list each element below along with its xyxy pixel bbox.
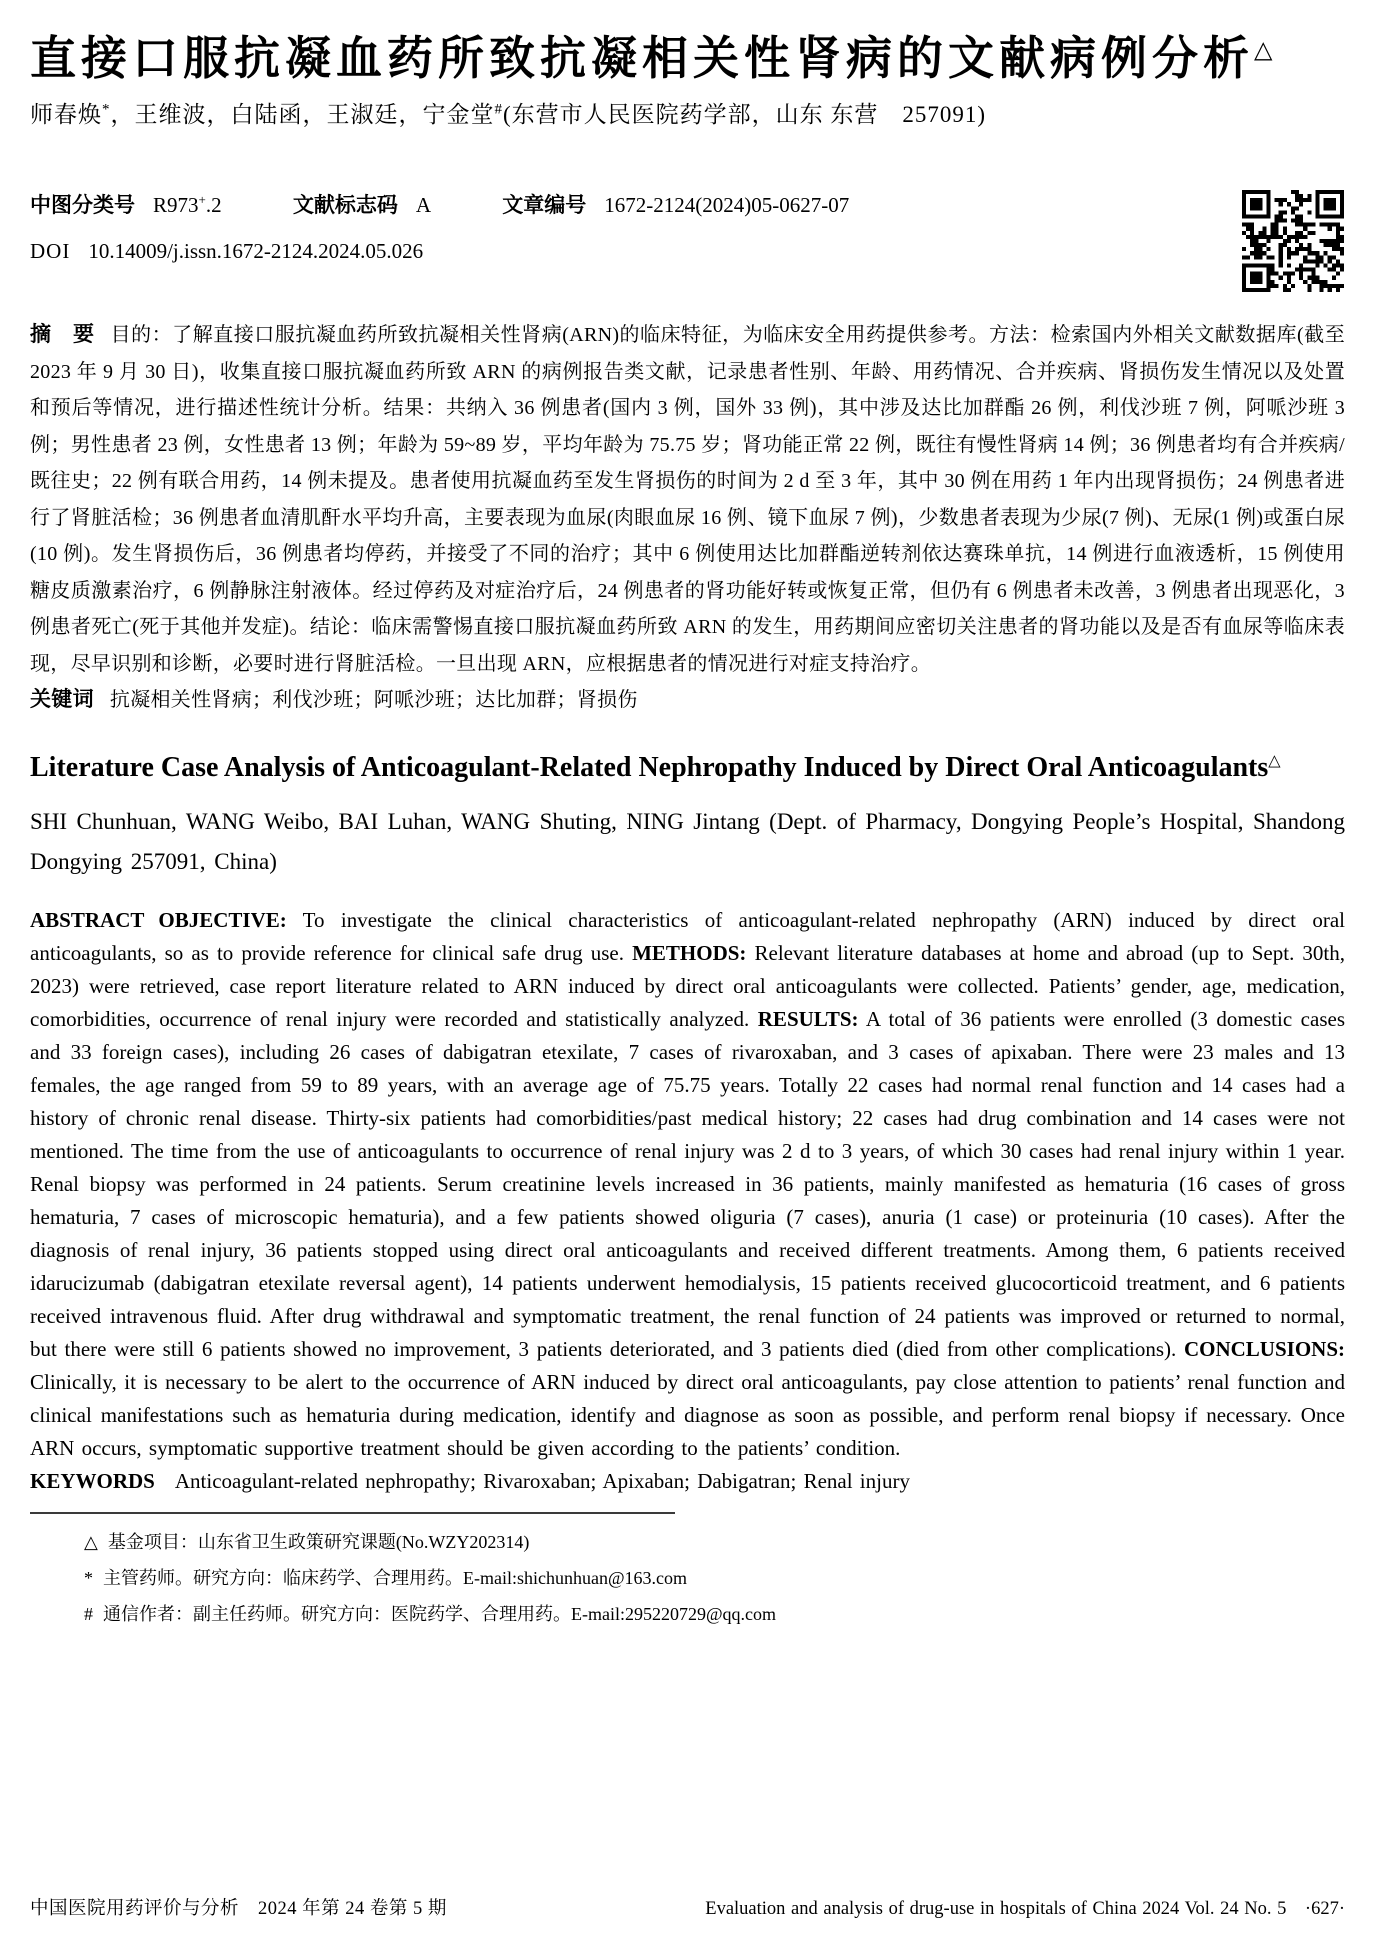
- title-superscript: △: [1254, 37, 1273, 64]
- footer-journal-cn: 中国医院用药评价与分析 2024 年第 24 卷第 5 期: [30, 1899, 447, 1919]
- keywords-text-cn: 抗凝相关性肾病；利伐沙班；阿哌沙班；达比加群；肾损伤: [109, 689, 638, 711]
- footnote-first-author: [84, 1560, 1345, 1596]
- footnote-divider: [30, 1512, 675, 1514]
- article-id-label: 文章编号: [502, 194, 587, 217]
- meta-clc: [30, 193, 222, 217]
- doi-line: [30, 236, 1345, 268]
- article-id-value: 1672-2124(2024)05-0627-07: [604, 193, 850, 217]
- abstract-label-cn: 摘 要: [30, 323, 95, 346]
- doc-code-label: 文献标志码: [292, 194, 398, 217]
- page-title-en: [30, 745, 1345, 790]
- objective-label: OBJECTIVE:: [158, 908, 287, 933]
- abstract-en: [30, 904, 1345, 1465]
- meta-row: [30, 190, 1345, 222]
- doc-code-value: A: [415, 193, 432, 217]
- authors-mid-cn: ，王维波，白陆函，王淑廷，宁金堂: [110, 101, 495, 127]
- abstract-text-cn: 目的：了解直接口服抗凝血药所致抗凝相关性肾病(ARN)的临床特征，为临床安全用药提供参考。方法：检索国内外相关文献数据库(截至 2023 年 9 月 30 日)，收集直接口服抗凝血药所致 ARN 的病例报告类文献，记录患者性别、年龄、用药情况、合并疾病、肾损伤发生情况以及处置和预后等情况，进行描述性统计分析。结果：共纳入 36 例患者(国内 3 例，国外 33 例)，其中涉及达比加群酯 26 例，利伐沙班 7 例，阿哌沙班 3 例；男性患者 23 例，女性患者 13 例；年龄为 59~89 岁，平均年龄为 75.75 岁；肾功能正常 22 例，既往有慢性肾病 14 例；36 例患者均有合并疾病/既往史；22 例有联合用药，14 例未提及。患者使用抗凝血药至发生肾损伤的时间为 2 d 至 3 年，其中 30 例在用药 1 年内出现肾损伤；24 例患者进行了肾脏活检；36 例患者血清肌酐水平均升高，主要表现为血尿(肉眼血尿 16 例、镜下血尿 7 例)，少数患者表现为少尿(7 例)、无尿(1 例)或蛋白尿(10 例)。发生肾损伤后，36 例患者均停药，并接受了不同的治疗；其中 6 例使用达比加群酯逆转剂依达赛珠单抗，14 例进行血液透析，15 例使用糖皮质激素治疗，6 例静脉注射液体。经过停药及对症治疗后，24 例患者的肾功能好转或恢复正常，但仍有 6 例患者未改善，3 例患者出现恶化，3 例患者死亡(死于其他并发症)。结论：临床需警惕直接口服抗凝血药所致 ARN 的发生，用药期间应密切关注患者的肾功能以及是否有血尿等临床表现，尽早识别和诊断，必要时进行肾脏活检。一旦出现 ARN，应根据患者的情况进行对症支持治疗。: [30, 324, 1345, 675]
- keywords-label-en: KEYWORDS: [30, 1469, 155, 1494]
- page-title-text: 直接口服抗凝血药所致抗凝相关性肾病的文献病例分析: [30, 33, 1254, 84]
- doi-label: DOI: [30, 238, 71, 263]
- keywords-en: [30, 1465, 1345, 1498]
- footnote-fund-project: [84, 1524, 1345, 1560]
- corresponding-author-marker: #: [494, 100, 503, 117]
- footnote-corresponding-author: [84, 1596, 1345, 1632]
- meta-doc-code: [293, 193, 431, 217]
- corresponding-author-text: 通信作者：副主任药师。研究方向：医院药学、合理用药。E-mail:295220729@qq.com: [103, 1604, 777, 1625]
- first-author-marker: *: [84, 1568, 93, 1589]
- page-title: [30, 30, 1345, 88]
- author-first-cn: 师春焕: [30, 101, 102, 127]
- page-footer: [30, 1894, 1345, 1920]
- first-author-text: 主管药师。研究方向：临床药学、合理用药。E-mail:shichunhuan@163.com: [103, 1568, 688, 1589]
- affiliation-cn: (东营市人民医院药学部，山东 东营 257091): [503, 101, 987, 127]
- keywords-label-cn: 关键词: [30, 688, 94, 711]
- objective-text: To investigate the clinical characteristics of anticoagulant-related nephropathy (ARN) induced by direct oral anticoagulants, so as to provide reference for clinical safe drug use.: [30, 908, 1345, 966]
- footer-journal-en: Evaluation and analysis of drug-use in hospitals of China 2024 Vol. 24 No. 5 ·627·: [705, 1899, 1345, 1919]
- footnotes: [30, 1524, 1345, 1632]
- author-first-marker: *: [102, 100, 111, 117]
- clc-label: 中图分类号: [30, 194, 135, 217]
- methods-label: METHODS:: [632, 941, 747, 966]
- title-en-superscript: △: [1268, 752, 1281, 770]
- authors-line-cn: [30, 98, 1345, 133]
- corresponding-author-fn-marker: #: [84, 1604, 93, 1625]
- conclusions-text: Clinically, it is necessary to be alert to the occurrence of ARN induced by direct oral anticoagulants, pay close attention to patients’ renal function and clinical manifestations such as hematuria during medication, identify and diagnose as soon as possible, and perform renal biopsy if necessary. Once ARN occurs, symptomatic supportive treatment should be given according to the patients’ condition.: [30, 1370, 1345, 1461]
- fund-project-text: 基金项目：山东省卫生政策研究课题(No.WZY202314): [107, 1532, 530, 1553]
- page-title-en-text: Literature Case Analysis of Anticoagulant-Related Nephropathy Induced by Direct Oral Anticoagulants: [30, 751, 1269, 783]
- qr-code-icon: [1242, 190, 1344, 292]
- doi-value: 10.14009/j.issn.1672-2124.2024.05.026: [88, 238, 424, 263]
- clc-value: R973+.2: [153, 192, 222, 217]
- conclusions-label: CONCLUSIONS:: [1183, 1337, 1345, 1362]
- results-text: A total of 36 patients were enrolled (3 domestic cases and 33 foreign cases), including 26 cases of dabigatran etexilate, 7 cases of rivaroxaban, and 3 cases of apixaban. There were 23 males and 13 females, the age ranged from 59 to 89 years, with an average age of 75.75 years. Totally 22 cases had normal renal function and 14 cases had a history of chronic renal disease. Thirty-six patients had comorbidities/past medical history; 22 cases had drug combination and 14 cases were not mentioned. The time from the use of anticoagulants to occurrence of renal injury was 2 d to 3 years, of which 30 cases had renal injury within 1 year. Renal biopsy was performed in 24 patients. Serum creatinine levels increased in 36 patients, mainly manifested as hematuria (16 cases of gross hematuria, 7 cases of microscopic hematuria), and a few patients showed oliguria (7 cases), anuria (1 case) or proteinuria (10 cases). After the diagnosis of renal injury, 36 patients stopped using direct oral anticoagulants and received different treatments. Among them, 6 patients received idarucizumab (dabigatran etexilate reversal agent), 14 patients underwent hemodialysis, 15 patients received glucocorticoid treatment, and 6 patients received intravenous fluid. After drug withdrawal and symptomatic treatment, the renal function of 24 patients was improved or returned to normal, but there were still 6 patients showed no improvement, 3 patients deteriorated, and 3 patients died (died from other complications).: [30, 1007, 1345, 1362]
- methods-text: Relevant literature databases at home and abroad (up to Sept. 30th, 2023) were retrieved, case report literature related to ARN induced by direct oral anticoagulants were collected. Patients’ gender, age, medication, comorbidities, occurrence of renal injury were recorded and statistically analyzed.: [30, 941, 1346, 1032]
- authors-line-en: SHI Chunhuan, WANG Weibo, BAI Luhan, WANG Shuting, NING Jintang (Dept. of Pharmacy, Dongying People’s Hospital, Shandong Dongying 257091, China): [30, 808, 1345, 875]
- results-label: RESULTS:: [757, 1007, 859, 1032]
- meta-article-id: [502, 193, 849, 217]
- fund-project-marker: △: [84, 1532, 98, 1553]
- keywords-cn: [30, 682, 1345, 719]
- abstract-cn: [30, 317, 1345, 682]
- abstract-label-en: ABSTRACT: [30, 908, 145, 933]
- keywords-text-en: Anticoagulant-related nephropathy; Rivaroxaban; Apixaban; Dabigatran; Renal injury: [174, 1469, 910, 1494]
